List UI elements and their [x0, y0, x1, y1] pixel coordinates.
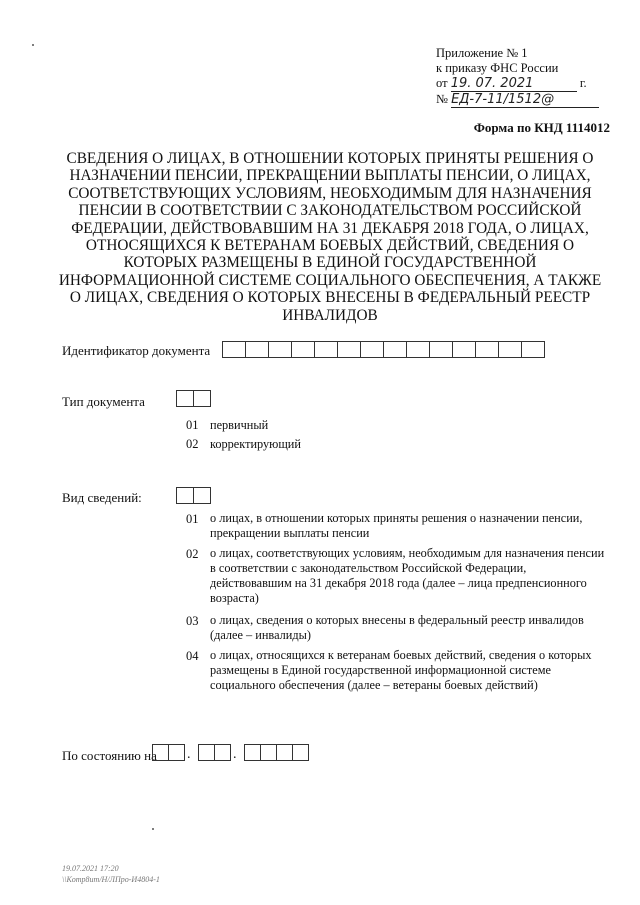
appendix-block: [436, 46, 599, 108]
doc-type-option-text: первичный: [210, 418, 269, 432]
number-prefix: №: [436, 92, 448, 106]
doc-id-cell[interactable]: [498, 341, 522, 358]
doc-id-cell[interactable]: [360, 341, 384, 358]
appendix-number-row: [436, 92, 599, 108]
doc-id-boxes[interactable]: [222, 341, 545, 358]
info-type-boxes[interactable]: [176, 487, 211, 504]
handwritten-order-number: ЕД-7-11/1512@: [451, 92, 599, 108]
form-code: Форма по КНД 1114012: [473, 120, 610, 135]
info-type-option-text: о лицах, соответствующих условиям, необходимым для назначения пенсии в соответствии с законодательством Российской Федерации, действовавшим на 31 декабря 2018 года (далее – лица предпенсионного возраста): [210, 546, 605, 605]
doc-type-cell[interactable]: [176, 390, 194, 407]
info-type-option-code: 01: [186, 512, 199, 526]
as-of-year-cell[interactable]: [260, 744, 277, 761]
as-of-year-cell[interactable]: [244, 744, 261, 761]
doc-id-cell[interactable]: [452, 341, 476, 358]
print-stamp: [62, 863, 160, 885]
print-stamp-line-1: 19.07.2021 17:20: [62, 864, 119, 873]
as-of-month-cell[interactable]: [214, 744, 231, 761]
print-stamp-line-2: \\Komp8um/Н/ЛПро-И4804-1: [62, 875, 160, 884]
as-of-day-boxes[interactable]: [152, 744, 185, 761]
doc-id-label: Идентификатор документа: [62, 343, 211, 358]
appendix-line-1: Приложение № 1: [436, 46, 528, 60]
doc-id-cell[interactable]: [268, 341, 292, 358]
info-type-option-code: 03: [186, 614, 199, 628]
date-separator: .: [233, 747, 237, 762]
info-type-option-text: о лицах, сведения о которых внесены в федеральный реестр инвалидов (далее – инвалиды): [210, 613, 584, 642]
doc-id-cell[interactable]: [429, 341, 453, 358]
doc-id-cell[interactable]: [475, 341, 499, 358]
appendix-date-row: [436, 76, 599, 92]
doc-id-cell[interactable]: [291, 341, 315, 358]
info-type-option-code: 02: [186, 547, 199, 561]
doc-type-option-text: корректирующий: [210, 437, 301, 451]
doc-id-cell[interactable]: [406, 341, 430, 358]
doc-id-cell[interactable]: [245, 341, 269, 358]
info-type-option-text: о лицах, в отношении которых приняты решения о назначении пенсии, прекращении выплаты пенсии: [210, 511, 583, 540]
appendix-line-2: к приказу ФНС России: [436, 61, 559, 75]
info-type-cell[interactable]: [176, 487, 194, 504]
as-of-month-boxes[interactable]: [198, 744, 231, 761]
date-prefix: от: [436, 76, 448, 90]
doc-type-option-code: 01: [186, 418, 199, 432]
scan-speck: [32, 44, 34, 46]
as-of-label: По состоянию на: [62, 748, 157, 763]
handwritten-date: 19. 07. 2021: [451, 76, 577, 92]
doc-id-cell[interactable]: [314, 341, 338, 358]
date-suffix: г.: [579, 76, 587, 90]
document-title: СВЕДЕНИЯ О ЛИЦАХ, В ОТНОШЕНИИ КОТОРЫХ ПРИНЯТЫ РЕШЕНИЯ О НАЗНАЧЕНИИ ПЕНСИИ, ПРЕКРАЩЕНИИ ВЫПЛАТЫ ПЕНСИИ, О ЛИЦАХ, СООТВЕТСТВУЮЩИХ УСЛОВИЯМ, НЕОБХОДИМЫМ ДЛЯ НАЗНАЧЕНИЯ ПЕНСИИ В СООТВЕТСТВИИ С ЗАКОНОДАТЕЛЬСТВОМ РОССИЙСКОЙ ФЕДЕРАЦИИ, ДЕЙСТВОВАВШИМ НА 31 ДЕКАБРЯ 2018 ГОДА, О ЛИЦАХ, ОТНОСЯЩИХСЯ К ВЕТЕРАНАМ БОЕВЫХ ДЕЙСТВИЙ, СВЕДЕНИЯ О КОТОРЫХ РАЗМЕЩЕНЫ В ЕДИНОЙ ГОСУДАРСТВЕННОЙ ИНФОРМАЦИОННОЙ СИСТЕМЕ СОЦИАЛЬНОГО ОБЕСПЕЧЕНИЯ, А ТАКЖЕ О ЛИЦАХ, СВЕДЕНИЯ О КОТОРЫХ ВНЕСЕНЫ В ФЕДЕРАЛЬНЫЙ РЕЕСТР ИНВАЛИДОВ: [58, 150, 602, 324]
as-of-day-cell[interactable]: [168, 744, 185, 761]
doc-id-cell[interactable]: [383, 341, 407, 358]
date-separator: .: [187, 747, 191, 762]
info-type-option-text: о лицах, относящихся к ветеранам боевых действий, сведения о которых размещены в Единой государственной информационной системе социального обеспечения (далее – ветераны боевых действий): [210, 648, 592, 692]
info-type-label: Вид сведений:: [62, 490, 142, 505]
doc-id-cell[interactable]: [521, 341, 545, 358]
doc-type-cell[interactable]: [193, 390, 211, 407]
scan-speck: [152, 828, 154, 830]
doc-type-label: Тип документа: [62, 394, 145, 409]
info-type-option-code: 04: [186, 649, 199, 663]
as-of-day-cell[interactable]: [152, 744, 169, 761]
info-type-cell[interactable]: [193, 487, 211, 504]
as-of-year-boxes[interactable]: [244, 744, 309, 761]
doc-type-option-code: 02: [186, 437, 199, 451]
as-of-year-cell[interactable]: [292, 744, 309, 761]
doc-id-cell[interactable]: [222, 341, 246, 358]
doc-type-boxes[interactable]: [176, 390, 211, 407]
as-of-month-cell[interactable]: [198, 744, 215, 761]
doc-id-cell[interactable]: [337, 341, 361, 358]
as-of-year-cell[interactable]: [276, 744, 293, 761]
